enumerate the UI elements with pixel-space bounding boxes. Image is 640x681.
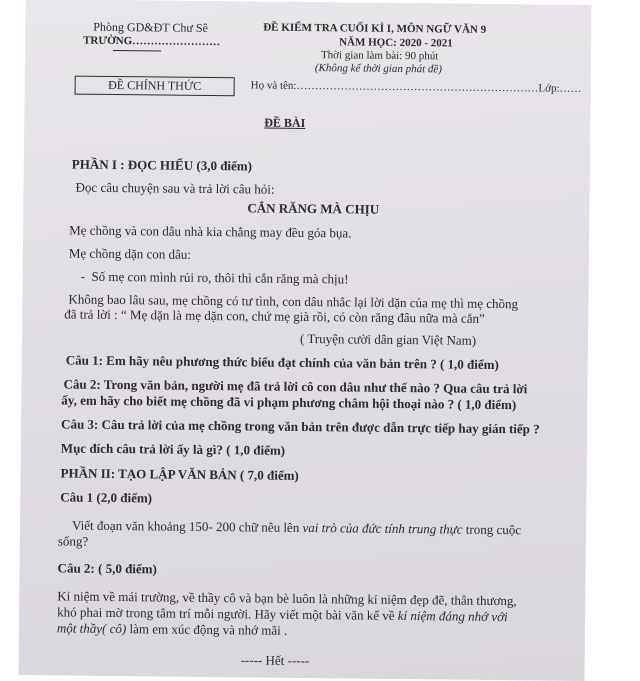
exam-paper [18, 0, 591, 681]
question-3a: Câu 3: Câu trả lời của mẹ chồng trong văn bản trên được dẫn trực tiếp hay gián tiếp ? [61, 416, 540, 437]
story-line-4b: đã trả lời : “ Mẹ dặn là mẹ dặn con, chứ mẹ già rồi, có còn răng đâu nữa mà cắn” [64, 306, 485, 326]
dash-bullet: - [80, 268, 92, 284]
school-underline [113, 50, 161, 52]
school-year: NĂM HỌC: 2020 - 2021 [339, 36, 453, 50]
part1-instruction: Đọc câu chuyện sau và trả lời câu hỏi: [75, 179, 275, 197]
part2-c2-line-1: Kỉ niệm về mái trường, về thầy cô và bạn bè luôn là những kỉ niệm đẹp đẽ, thân thương, [57, 588, 517, 609]
duration: Thời gian làm bài: 90 phút [320, 49, 439, 63]
part2-c2-line-2: khó phai mờ trong tâm trí mỗi người. Hãy viết một bài văn kể về kỉ niệm đáng nhớ với [57, 604, 508, 625]
story-source: ( Truyện cười dân gian Việt Nam) [299, 330, 477, 348]
page-title: ĐỀ BÀI [264, 115, 306, 130]
school-label: TRƯỜNG…………………… [83, 34, 221, 49]
end-marker: ----- Hết ----- [240, 652, 310, 669]
question-3b: Mục đích câu trả lời ấy là gì? ( 1,0 điểm) [60, 440, 286, 458]
part2-c1-line-2: sống? [57, 533, 89, 549]
story-line-1: Mẹ chồng và con dâu nhà kia chẳng may đều góa bụa. [69, 222, 352, 241]
story-line-2: Mẹ chồng dặn con dâu: [68, 245, 192, 262]
part2-c2-heading: Câu 2: ( 5,0 điểm) [57, 560, 157, 577]
official-stamp: ĐỀ CHÍNH THỨC [75, 76, 235, 97]
exam-title: ĐỀ KIỂM TRA CUỐI KÌ I, MÔN NGỮ VĂN 9 [263, 21, 487, 36]
story-line-3: - Số mẹ con mình rủi ro, thôi thì cắn răng mà chịu! [80, 268, 349, 287]
duration-note: (Không kể thời gian phát đề) [314, 62, 443, 76]
story-line-4a: Không bao lâu sau, mẹ chồng có tư tình, con dâu nhắc lại lời dặn của mẹ thì mẹ chồng [68, 291, 519, 312]
question-1: Câu 1: Em hãy nêu phương thức biểu đạt chính của văn bản trên ? ( 1,0 điểm) [65, 352, 499, 373]
part2-heading: PHẦN II: TẠO LẬP VĂN BẢN ( 7,0 điểm) [60, 465, 299, 483]
part2-c2-line-3: một thầy( cô) làm em xúc động và nhớ mãi . [56, 620, 288, 638]
question-2b: ấy, em hãy cho biết mẹ chồng đã vi phạm phương châm hội thoại nào ? ( 1,0 điểm) [61, 392, 517, 413]
question-2a: Câu 2: Trong văn bản, người mẹ đã trả lời cô con dâu như thế nào ? Qua câu trả lời [63, 376, 528, 397]
department-label: Phòng GD&ĐT Chư Sê [93, 19, 208, 35]
part2-c1-heading: Câu 1 (2,0 điểm) [60, 489, 153, 506]
part1-heading: PHẦN I : ĐỌC HIỂU (3,0 điểm) [71, 156, 253, 174]
part2-c1-line-1: Viết đoạn văn khoảng 150- 200 chữ nêu lên vai trò của đức tính trung thực trong cuộc [71, 517, 522, 538]
story-title: CẮN RĂNG MÀ CHỊU [247, 200, 380, 217]
student-name-line: Họ và tên:…………………………………………………………Lớp:…… [250, 79, 582, 95]
